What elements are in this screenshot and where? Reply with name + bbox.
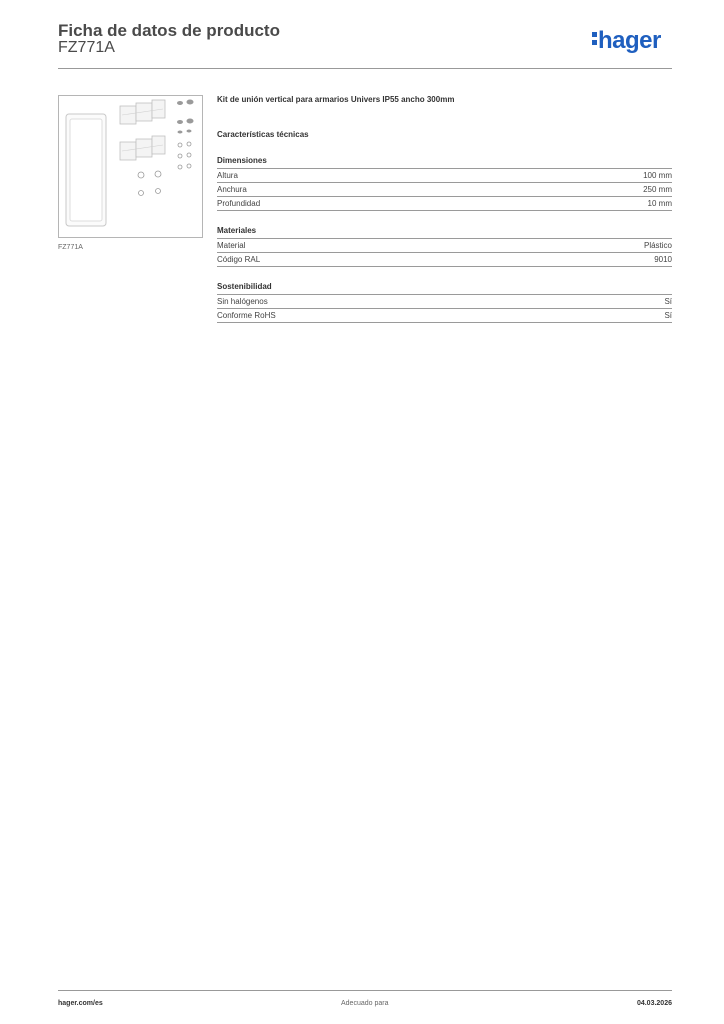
row-value: 100 mm (643, 171, 672, 180)
row-label: Altura (217, 171, 238, 180)
logo-text: hager (598, 27, 661, 54)
group-title-materiales: Materiales (217, 225, 672, 239)
row-value: 250 mm (643, 185, 672, 194)
product-image (58, 95, 203, 238)
footer-center-text: Adecuado para (341, 1000, 389, 1007)
table-row (217, 295, 672, 309)
footer-divider (58, 990, 672, 991)
row-label: Conforme RoHS (217, 311, 276, 320)
row-value: 10 mm (647, 199, 672, 208)
row-label: Código RAL (217, 255, 261, 264)
footer-date: 04.03.2026 (636, 1000, 672, 1007)
table-row (217, 169, 672, 183)
page-title: Ficha de datos de producto (58, 21, 280, 40)
product-description: Kit de unión vertical para armarios Univers IP55 ancho 300mm (217, 95, 455, 104)
logo-colon-icon (592, 27, 597, 45)
row-value: 9010 (654, 255, 672, 264)
product-code: FZ771A (58, 39, 115, 56)
product-illustration-icon (59, 96, 202, 237)
table-row (217, 239, 672, 253)
image-caption: FZ771A (58, 244, 83, 251)
table-row (217, 183, 672, 197)
table-row (217, 309, 672, 323)
row-value: Sí (664, 297, 672, 306)
product-details (217, 94, 672, 323)
row-label: Anchura (217, 185, 247, 194)
footer-website-link[interactable]: hager.com/es (58, 1000, 103, 1007)
row-label: Sin halógenos (217, 297, 268, 306)
row-value: Plástico (643, 241, 672, 250)
group-title-sostenibilidad: Sostenibilidad (217, 281, 672, 295)
row-label: Material (217, 241, 246, 250)
table-row (217, 253, 672, 267)
row-label: Profundidad (217, 199, 261, 208)
section-title: Características técnicas (217, 130, 309, 139)
hager-logo (592, 27, 661, 55)
header-divider (58, 68, 672, 69)
group-title-dimensiones: Dimensiones (217, 155, 672, 169)
row-value: Sí (664, 311, 672, 320)
table-row (217, 197, 672, 211)
